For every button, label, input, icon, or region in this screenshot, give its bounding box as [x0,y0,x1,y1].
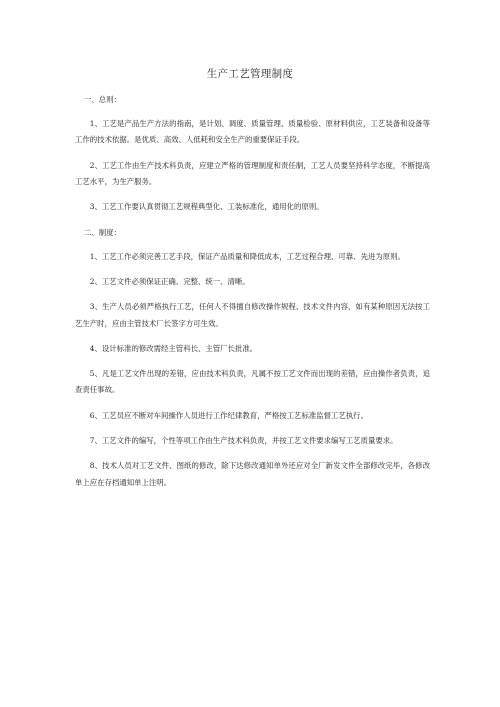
rules-paragraph-6: 6、工艺员应不断对车间操作人员进行工作纪律教育，严格按工艺标准监督工艺执行。 [89,410,368,420]
document-title: 生产工艺管理制度 [206,68,294,80]
document-body [75,92,430,500]
rules-paragraph-4: 4、设计标准的修改需经主管科长、主管厂长批准。 [89,343,258,353]
rules-paragraph-2: 2、工艺文件必须保证正确、完整、统一、清晰。 [89,276,250,286]
rules-paragraph-5: 5、凡是工艺文件出现的差错，应由技术科负责，凡属不按工艺文件而出现的差错，应由操作者负责，追查责任事故。 [75,368,430,395]
general-paragraph-1: 1、工艺是产品生产方法的指南，是计划、调度、质量管理、质量检验、原材料供应，工艺装备和设备等工作的技术依据。是优质、高效、人低耗和安全生产的重要保证手段。 [75,118,430,145]
rules-paragraph-1: 1、工艺工作必须完善工艺手段，保证产品质量和降低成本，工艺过程合理、可靠、先进为原则。 [89,251,405,261]
general-paragraph-3: 3、工艺工作要认真贯彻工艺规程典型化、工装标准化，通用化的原则。 [89,202,324,212]
rules-paragraph-7: 7、工艺文件的编写，个性等项工作由生产技术科负责，并按工艺文件要求编写工艺质量要求。 [89,435,398,445]
section-heading-rules: 二、制度： [84,227,121,237]
rules-paragraph-3: 3、生产人员必须严格执行工艺，任何人不得擅自修改操作规程、技术文件内容，如有某种原因无法按工艺生产时，应由主管技术厂长签字方可生效。 [75,301,430,328]
rules-paragraph-8: 8、技术人员对工艺文件、图纸的修改，除下达修改通知单外还应对全厂新发文件全部修改完毕，各修改单上应在存档通知单上注明。 [75,461,430,487]
general-paragraph-2: 2、工艺工作由生产技术科负责，应建立严格的管理制度和责任制，工艺人员要坚持科学态度，不断提高工艺水平，为生产服务。 [75,160,430,187]
section-heading-general: 一、总则： [84,95,121,104]
